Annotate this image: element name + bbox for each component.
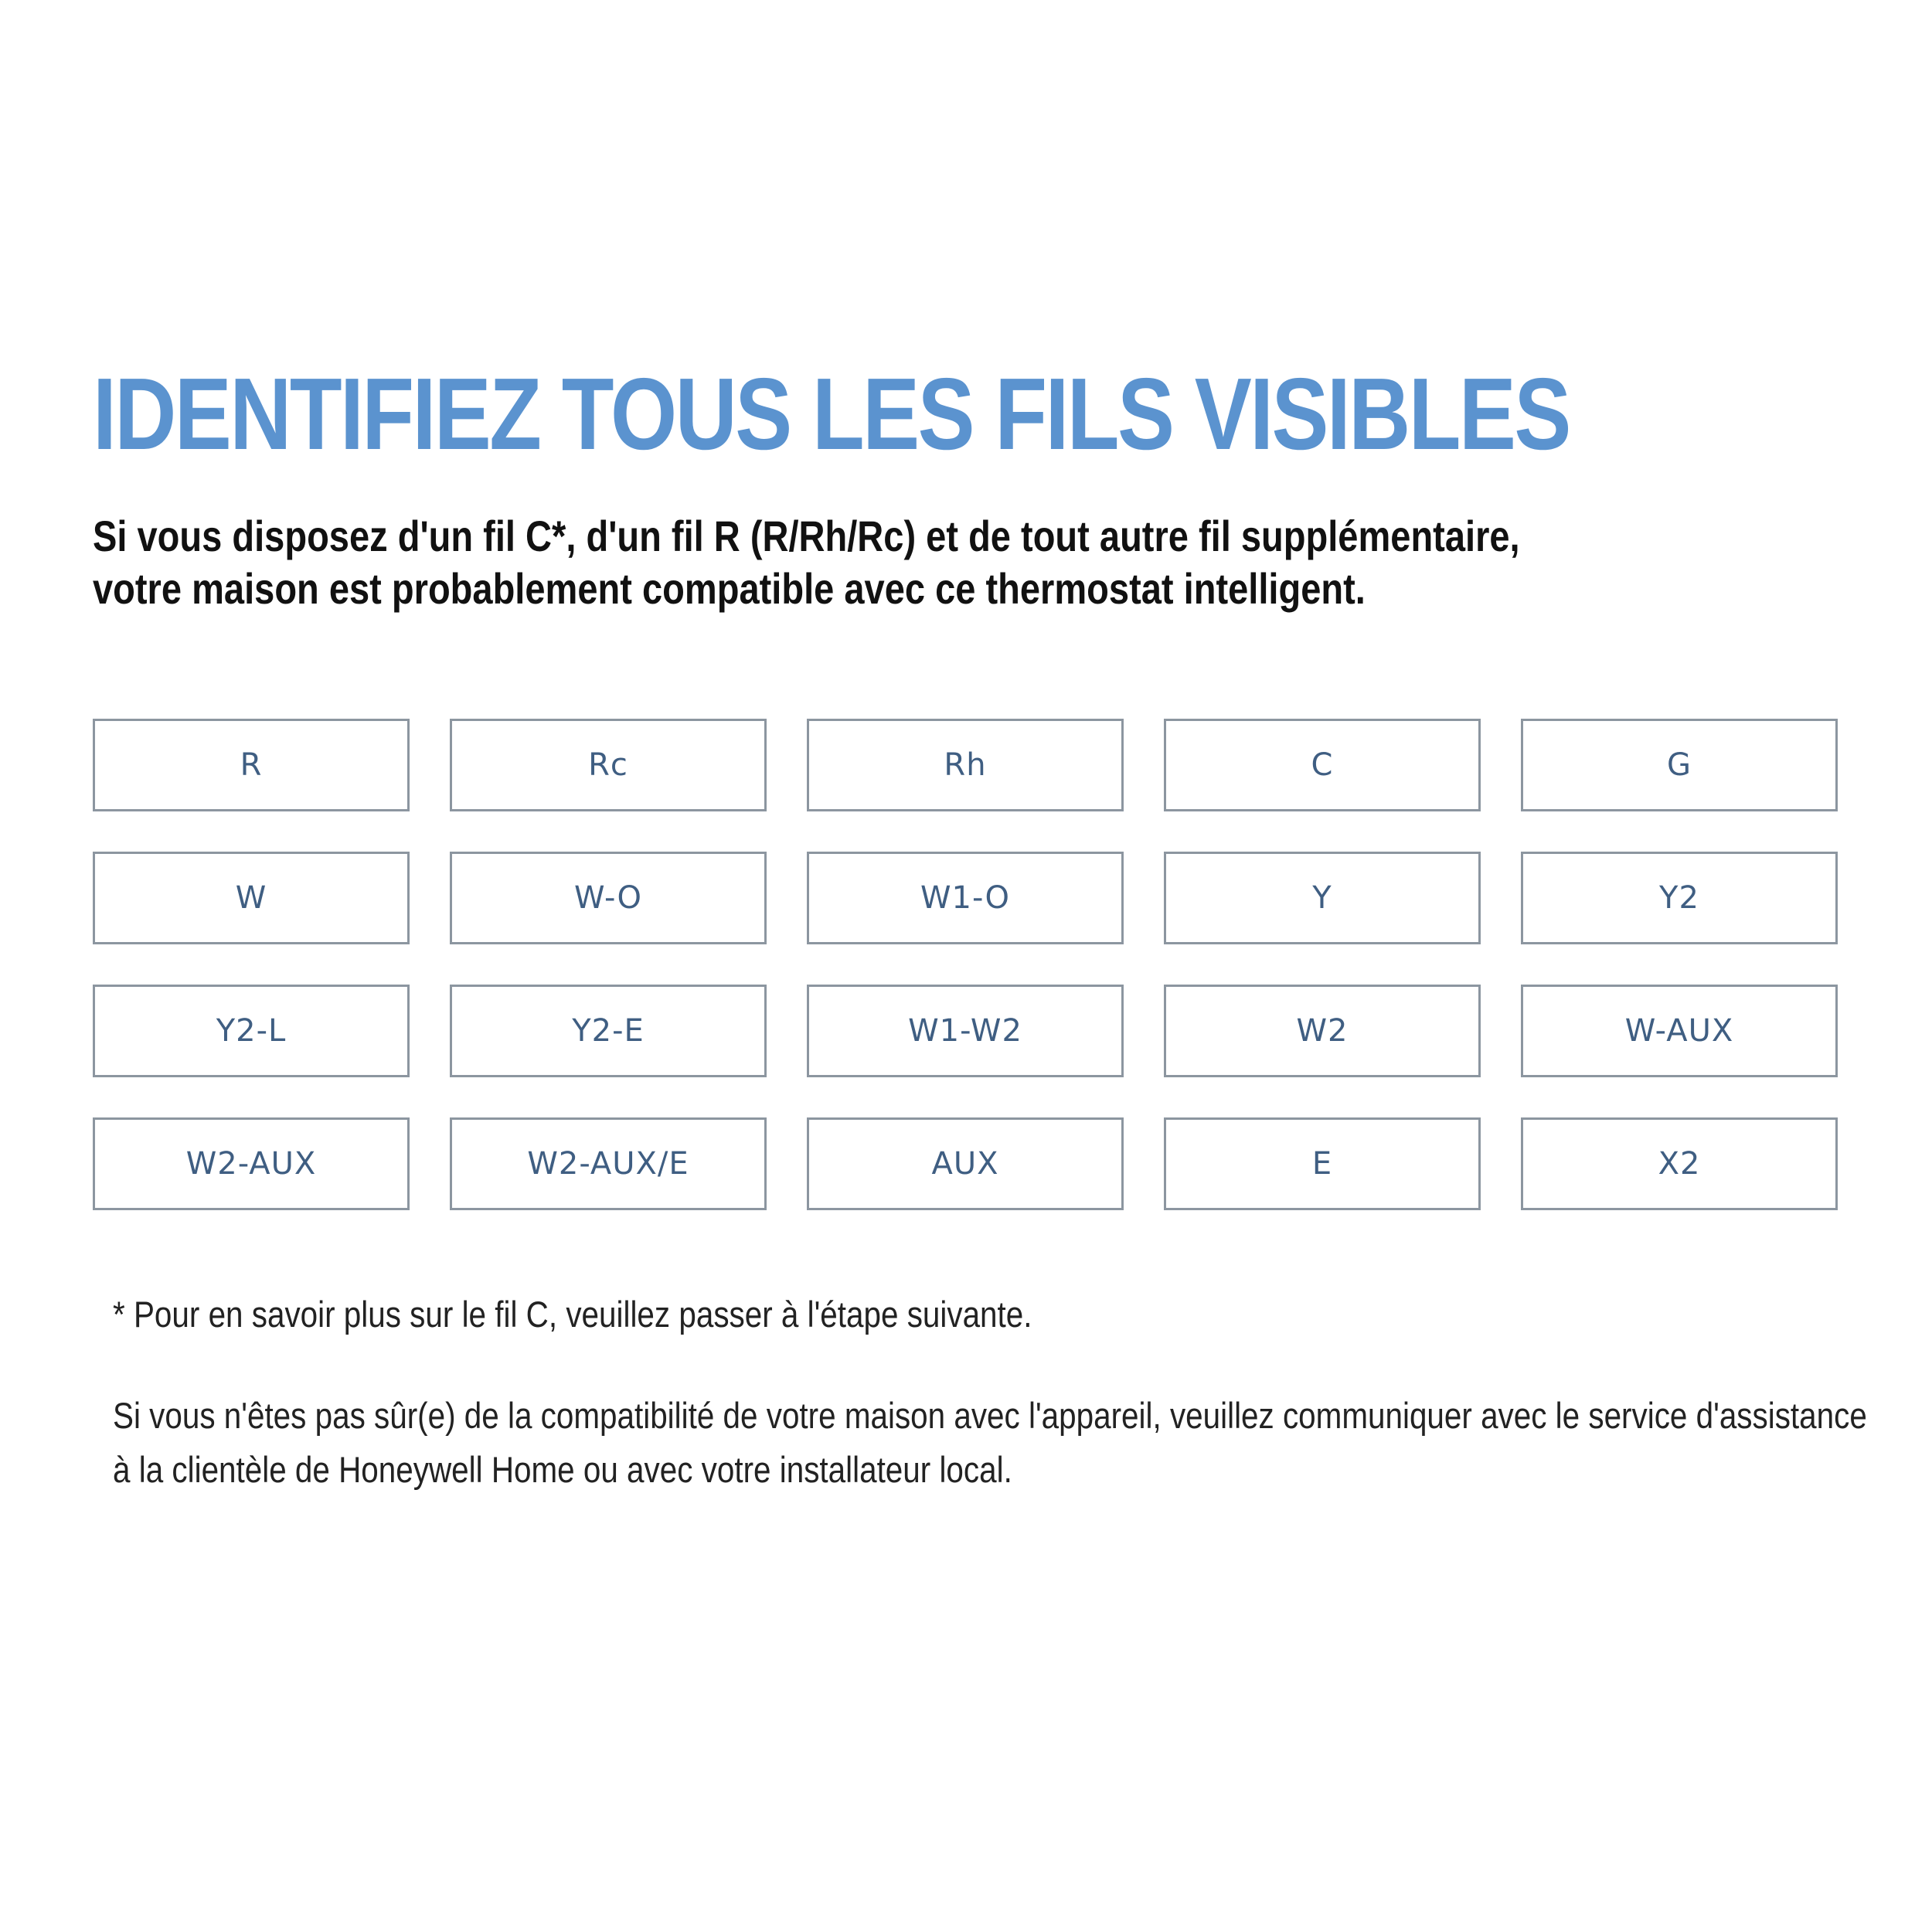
support-note-line-2: à la clientèle de Honeywell Home ou avec votre installateur local. [113,1449,1012,1490]
wire-label: Rh [807,719,1124,811]
support-note [113,1389,1867,1497]
wire-label: W2-AUX/E [450,1117,767,1210]
wire-label: Y2 [1521,852,1838,944]
wire-label: W1-W2 [807,985,1124,1077]
compatibility-intro [93,510,1520,615]
wire-label: R [93,719,410,811]
wire-label: Y2-E [450,985,767,1077]
wire-label: Y [1164,852,1481,944]
c-wire-footnote: * Pour en savoir plus sur le fil C, veuillez passer à l'étape suivante. [113,1294,1032,1335]
compatibility-intro-line-2: votre maison est probablement compatible avec ce thermostat intelligent. [93,564,1366,613]
wire-label: X2 [1521,1117,1838,1210]
wire-label: W2-AUX [93,1117,410,1210]
support-note-line-1: Si vous n'êtes pas sûr(e) de la compatibilité de votre maison avec l'appareil, veuillez communiquer avec le service d'assistance [113,1395,1867,1436]
wire-label: W-AUX [1521,985,1838,1077]
wire-label: W1-O [807,852,1124,944]
page-title: IDENTIFIEZ TOUS LES FILS VISIBLES [93,357,1570,471]
wire-label: W [93,852,410,944]
wire-label: G [1521,719,1838,811]
wire-label: W-O [450,852,767,944]
wire-label: Rc [450,719,767,811]
wire-label: C [1164,719,1481,811]
wire-label: Y2-L [93,985,410,1077]
wire-label: E [1164,1117,1481,1210]
wire-terminal-grid [93,719,1839,1210]
wire-label: AUX [807,1117,1124,1210]
compatibility-intro-line-1: Si vous disposez d'un fil C*, d'un fil R (R/Rh/Rc) et de tout autre fil supplémentaire, [93,512,1520,560]
wire-label: W2 [1164,985,1481,1077]
